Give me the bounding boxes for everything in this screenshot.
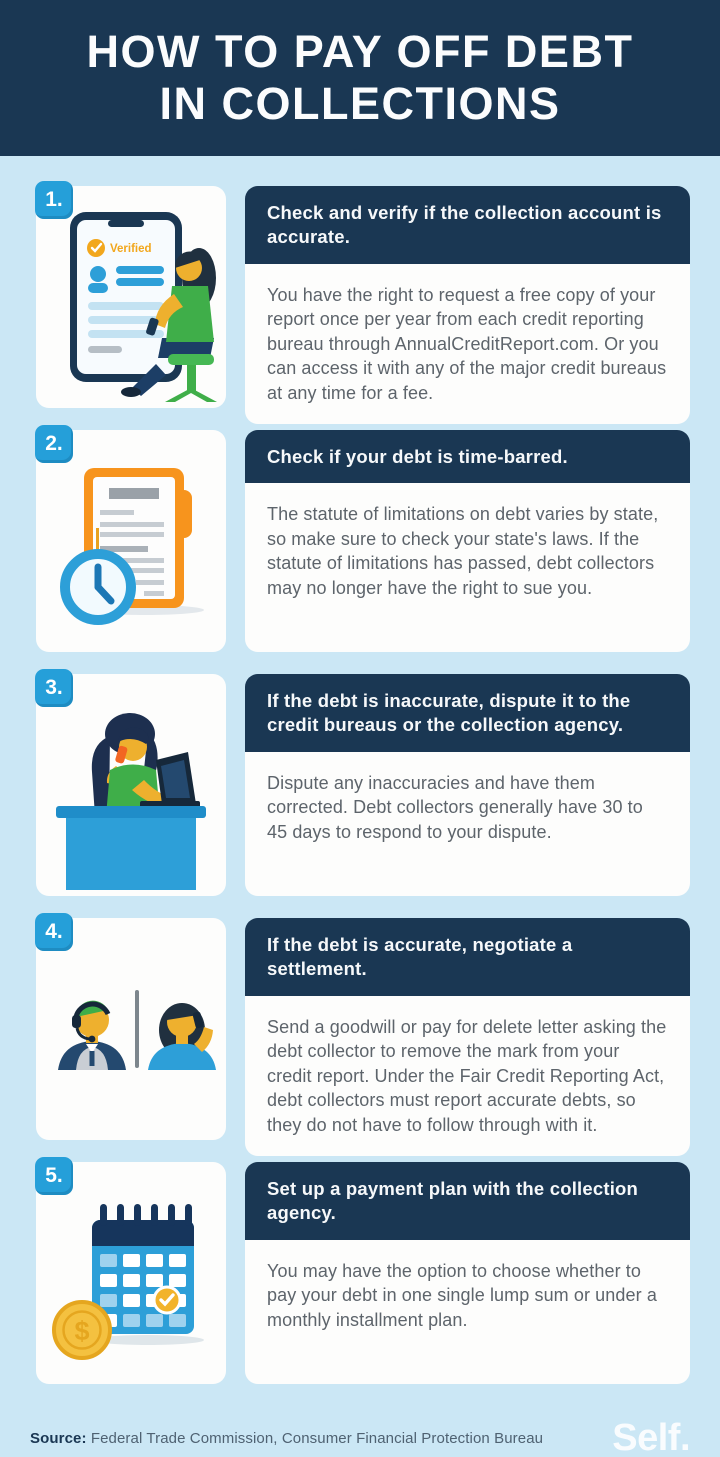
step-2-body: The statute of limitations on debt varies by state, so make sure to check your state's laws. If the statute of limitations has passed, debt collectors may no longer have the right to sue you. (245, 483, 690, 652)
source-line (30, 1430, 543, 1447)
source-label: Source: (30, 1430, 87, 1447)
step-1-heading: Check and verify if the collection account is accurate. (245, 186, 690, 264)
step-5-illustration-card (36, 1162, 226, 1384)
steps-list (0, 156, 720, 1384)
desk-icon (56, 801, 206, 890)
step-3-text-card (245, 674, 690, 896)
step-3-heading: If the debt is inaccurate, dispute it to the credit bureaus or the collection agency. (245, 674, 690, 752)
divider-line (135, 990, 139, 1068)
step-5-number-badge: 5. (35, 1157, 73, 1195)
clock-icon (65, 554, 131, 620)
dollar-sign: $ (74, 1316, 90, 1346)
step-4-text-card (245, 918, 690, 1140)
step-5-body: You may have the option to choose whether to pay your debt in one single lump sum or under a monthly installment plan. (245, 1240, 690, 1384)
step-4-illustration-card (36, 918, 226, 1140)
step-3-number-badge: 3. (35, 669, 73, 707)
page-title-line-2: IN COLLECTIONS (159, 78, 561, 129)
page-title-line-1: HOW TO PAY OFF DEBT (86, 25, 634, 77)
step-2-heading: Check if your debt is time-barred. (245, 430, 690, 483)
call-agent-figure (58, 1001, 126, 1070)
step-5-heading: Set up a payment plan with the collection agency. (245, 1162, 690, 1240)
step-4-number-badge: 4. (35, 913, 73, 951)
laptop-icon (156, 752, 196, 804)
negotiation-call-illustration (36, 918, 226, 1140)
step-row-2 (36, 430, 690, 652)
step-1-text-card (245, 186, 690, 408)
time-barred-document-illustration (36, 430, 226, 652)
step-1-body: You have the right to request a free copy of your report once per year from each credit reporting bureau through AnnualCreditReport.com. Or you can access it with any of the major credit bureaus at any time for a fee. (245, 264, 690, 424)
step-3-illustration-card (36, 674, 226, 896)
step-row-4 (36, 918, 690, 1140)
customer-on-phone-figure (148, 1003, 216, 1070)
step-row-1 (36, 186, 690, 408)
step-5-text-card (245, 1162, 690, 1384)
dollar-coin-icon (54, 1302, 110, 1358)
step-4-body: Send a goodwill or pay for delete letter asking the debt collector to remove the mark from your credit report. Under the Fair Credit Reporting Act, debt collectors must report accurate debts, so they do not have to follow through with it. (245, 996, 690, 1156)
step-1-number-badge: 1. (35, 181, 73, 219)
step-4-heading: If the debt is accurate, negotiate a settlement. (245, 918, 690, 996)
self-logo: Self. (612, 1417, 690, 1457)
footer (0, 1406, 720, 1457)
source-text: Federal Trade Commission, Consumer Financial Protection Bureau (90, 1430, 544, 1447)
step-2-illustration-card (36, 430, 226, 652)
step-2-text-card (245, 430, 690, 652)
woman-disputing-on-phone-illustration (36, 674, 226, 896)
step-row-5 (36, 1162, 690, 1384)
verified-phone-illustration (36, 186, 226, 408)
step-3-body: Dispute any inaccuracies and have them corrected. Debt collectors generally have 30 to 45 days to respond to your dispute. (245, 752, 690, 896)
step-1-illustration-card (36, 186, 226, 408)
verified-label: Verified (110, 243, 152, 255)
step-row-3 (36, 674, 690, 896)
header-banner (0, 0, 720, 156)
payment-plan-calendar-illustration (36, 1162, 226, 1384)
check-circle-icon (154, 1287, 180, 1313)
step-2-number-badge: 2. (35, 425, 73, 463)
